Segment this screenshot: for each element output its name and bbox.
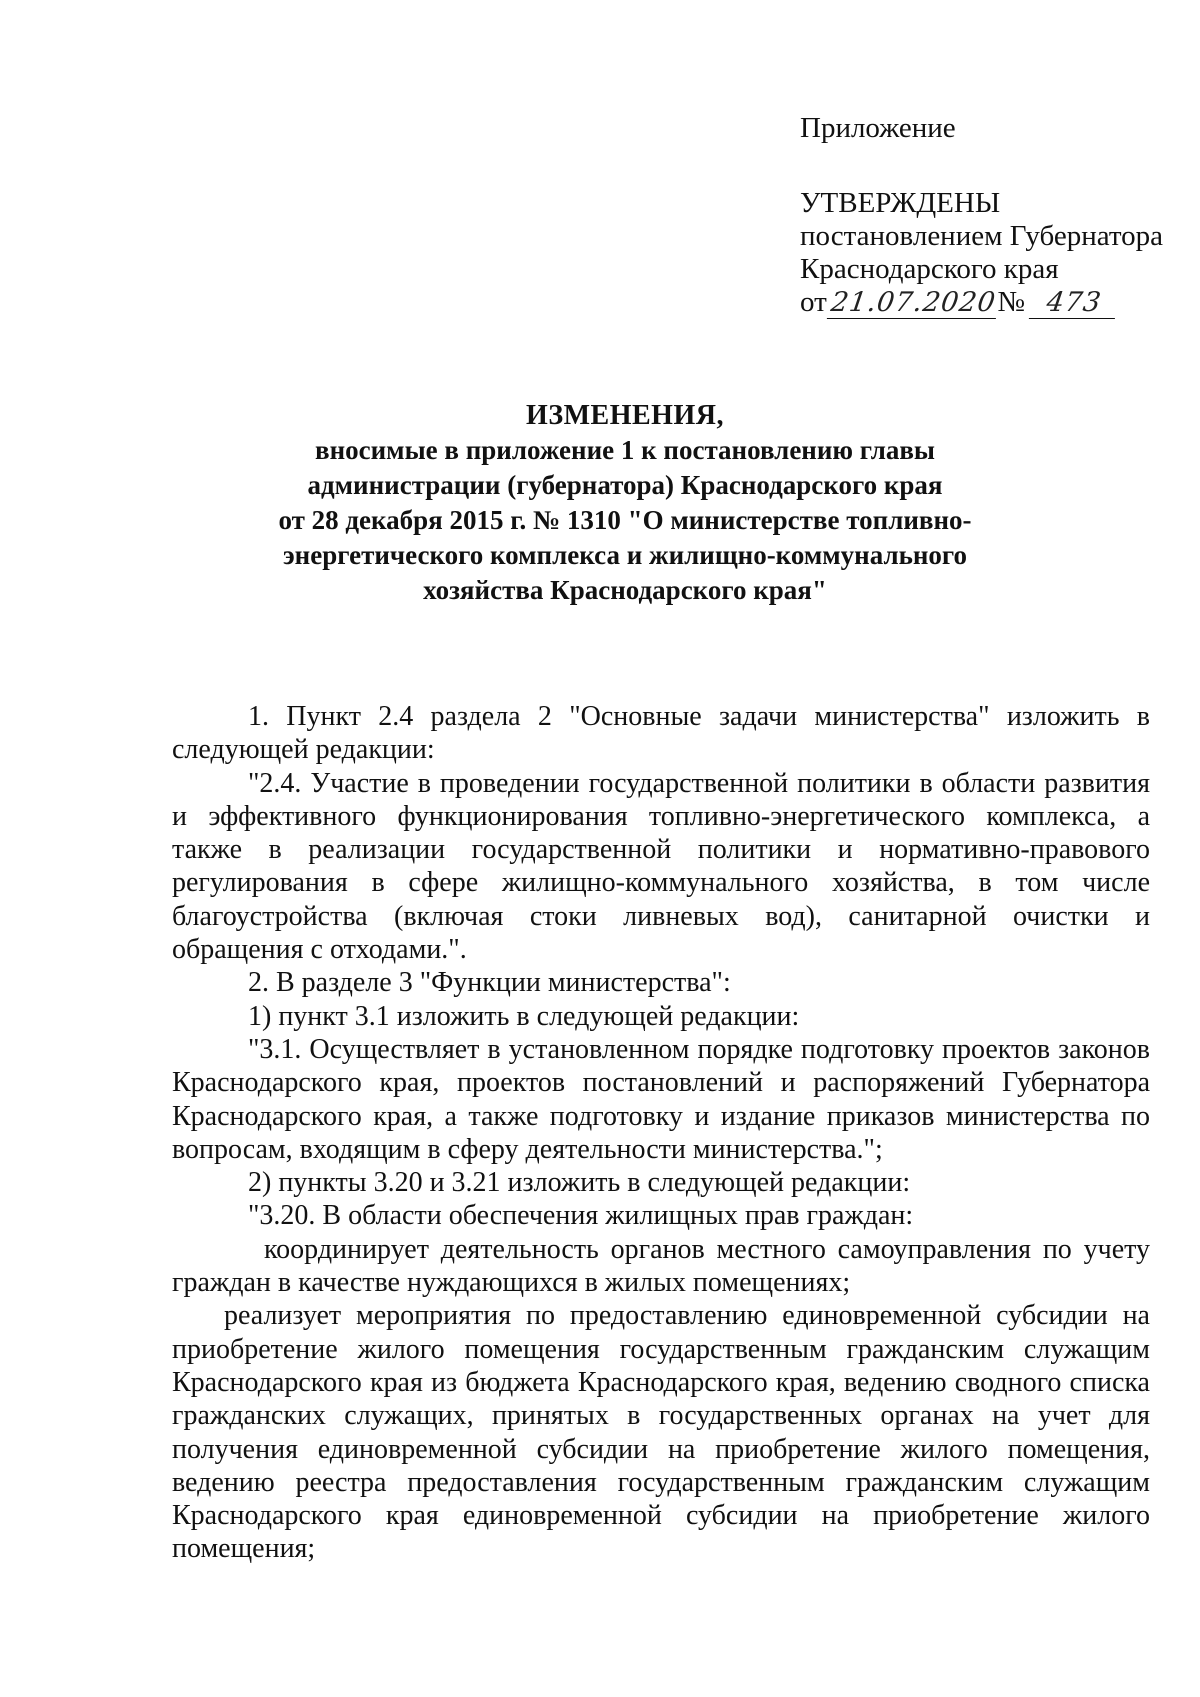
title-line: энергетического комплекса и жилищно-коммунального — [282, 540, 968, 570]
paragraph-3-20: "3.20. В области обеспечения жилищных прав граждан: — [248, 1200, 914, 1232]
title-line: администрации (губернатора) Краснодарского края — [307, 470, 943, 500]
paragraph-coordinates: координирует деятельность органов местного самоуправления по учету граждан в качестве нуждающихся в жилых помещениях; — [172, 1233, 1150, 1299]
paragraph-2-1: 1) пункт 3.1 изложить в следующей редакции: — [248, 1000, 800, 1032]
date-number-line — [800, 286, 1180, 319]
paragraph-1: 1. Пункт 2.4 раздела 2 "Основные задачи министерства" изложить в следующей редакции: — [172, 701, 1150, 766]
approved-label: УТВЕРЖДЕНЫ — [800, 187, 1001, 219]
paragraph-implements: реализует мероприятия по предоставлению единовременной субсидии на приобретение жилого помещения государственным гражданским служащим Краснодарского края из бюджета Краснодарского края, ведению сводного списка гражданских служащих, принятых в государственных органах на учет для получения единовременной субсидии на приобретение жилого помещения, ведению реестра предоставления государственным гражданским служащим Краснодарского края единовременной субсидии на приобретение жилого помещения; — [172, 1300, 1150, 1565]
title-main: ИЗМЕНЕНИЯ, — [526, 400, 724, 431]
title-line: хозяйства Краснодарского края" — [423, 575, 827, 605]
title-line: от 28 декабря 2015 г. № 1310 "О министерстве топливно- — [278, 505, 972, 535]
handwritten-number: 473 — [1029, 288, 1119, 319]
paragraph-2-2: 2) пункты 3.20 и 3.21 изложить в следующей редакции: — [248, 1167, 911, 1199]
date-prefix: от — [800, 286, 827, 318]
paragraph-3-1: "3.1. Осуществляет в установленном порядке подготовку проектов законов Краснодарского края, проектов постановлений и распоряжений Губернатора Краснодарского края, а также подготовку и издание приказов министерства по вопросам, входящим в сферу деятельности министерства."; — [172, 1033, 1150, 1165]
approved-by-line-2: Краснодарского края — [800, 253, 1059, 285]
number-sign: № — [997, 286, 1026, 318]
document-body — [172, 700, 1150, 1566]
paragraph-2: 2. В разделе 3 "Функции министерства": — [248, 967, 731, 999]
appendix-label: Приложение — [800, 112, 956, 144]
paragraph-2-4: "2.4. Участие в проведении государственной политики в области развития и эффективного функционирования топливно-энергетического комплекса, а также в реализации государственной политики и нормативно-правового регулирования в сфере жилищно-коммунального хозяйства, в том числе благоустройства (включая стоки ливневых вод), санитарной очистки и обращения с отходами.". — [172, 767, 1150, 966]
document-title — [180, 398, 1070, 608]
approval-block — [800, 112, 1180, 319]
approved-by-line-1: постановлением Губернатора — [800, 220, 1164, 252]
title-line: вносимые в приложение 1 к постановлению главы — [315, 435, 935, 465]
handwritten-date: 21.07.2020 — [827, 288, 1000, 319]
